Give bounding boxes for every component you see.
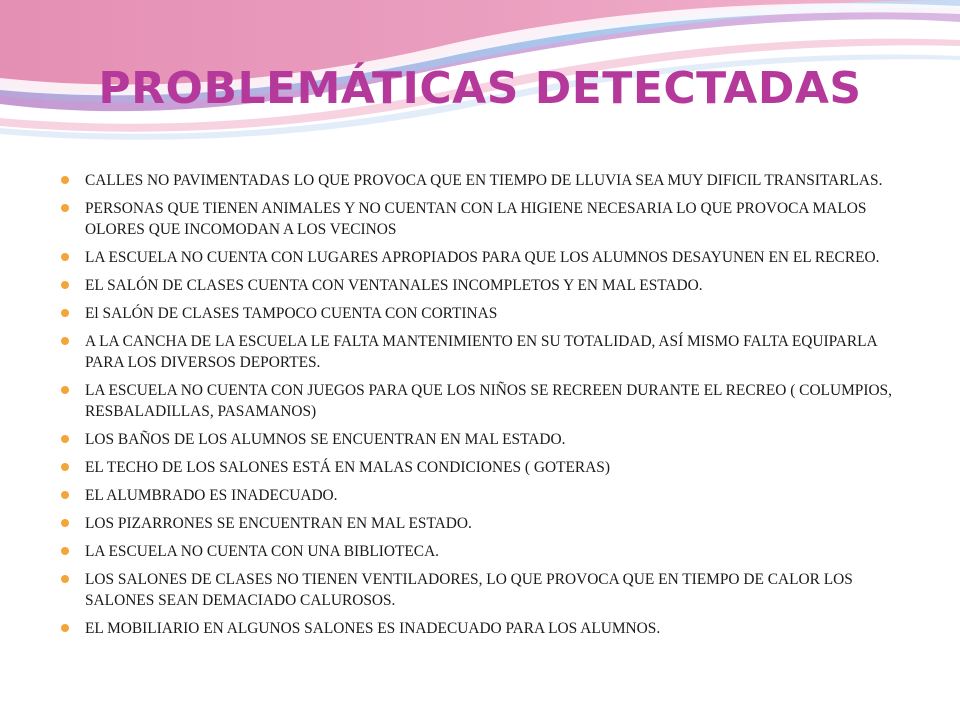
- list-item-text: LA ESCUELA NO CUENTA CON LUGARES APROPIADOS PARA QUE LOS ALUMNOS DESAYUNEN EN EL RECREO.: [85, 249, 880, 266]
- list-item-text: CALLES NO PAVIMENTADAS LO QUE PROVOCA QUE EN TIEMPO DE LLUVIA SEA MUY DIFICIL TRANSITARLAS.: [85, 172, 883, 189]
- list-item: [58, 247, 908, 268]
- list-item: [58, 380, 908, 422]
- dot-bullet-icon: [61, 176, 69, 184]
- list-item: [58, 457, 908, 478]
- list-item-text: LA ESCUELA NO CUENTA CON UNA BIBLIOTECA.: [85, 543, 440, 560]
- list-item: [58, 618, 908, 639]
- list-item-text: PERSONAS QUE TIENEN ANIMALES Y NO CUENTAN CON LA HIGIENE NECESARIA LO QUE PROVOCA MALOS OLORES QUE INCOMODAN A LOS VECINOS: [85, 200, 867, 238]
- dot-bullet-icon: [61, 281, 69, 289]
- dot-bullet-icon: [61, 204, 69, 212]
- dot-bullet-icon: [61, 624, 69, 632]
- list-item: [58, 331, 908, 373]
- dot-bullet-icon: [61, 575, 69, 583]
- list-item: [58, 541, 908, 562]
- list-item: [58, 275, 908, 296]
- dot-bullet-icon: [61, 309, 69, 317]
- list-item-text: EL TECHO DE LOS SALONES ESTÁ EN MALAS CONDICIONES ( GOTERAS): [85, 459, 610, 476]
- dot-bullet-icon: [61, 491, 69, 499]
- dot-bullet-icon: [61, 386, 69, 394]
- list-item: [58, 569, 908, 611]
- list-item-text: EL SALÓN DE CLASES CUENTA CON VENTANALES INCOMPLETOS Y EN MAL ESTADO.: [85, 277, 703, 294]
- list-item-text: LOS PIZARRONES SE ENCUENTRAN EN MAL ESTADO.: [85, 515, 472, 532]
- list-item: [58, 198, 908, 240]
- list-item: [58, 303, 908, 324]
- list-item-text: El SALÓN DE CLASES TAMPOCO CUENTA CON CORTINAS: [85, 305, 498, 322]
- list-item-text: LOS BAÑOS DE LOS ALUMNOS SE ENCUENTRAN EN MAL ESTADO.: [85, 431, 566, 448]
- list-item-text: EL ALUMBRADO ES INADECUADO.: [85, 487, 338, 504]
- slide-title: PROBLEMÁTICAS DETECTADAS: [98, 63, 862, 114]
- list-item: [58, 485, 908, 506]
- list-item-text: A LA CANCHA DE LA ESCUELA LE FALTA MANTENIMIENTO EN SU TOTALIDAD, ASÍ MISMO FALTA EQUIPARLA PARA LOS DIVERSOS DEPORTES.: [85, 333, 877, 371]
- list-item-text: LA ESCUELA NO CUENTA CON JUEGOS PARA QUE LOS NIÑOS SE RECREEN DURANTE EL RECREO ( COLUMPIOS, RESBALADILLAS, PASAMANOS): [85, 382, 892, 420]
- list-item: [58, 170, 908, 191]
- dot-bullet-icon: [61, 519, 69, 527]
- list-item-text: EL MOBILIARIO EN ALGUNOS SALONES ES INADECUADO PARA LOS ALUMNOS.: [85, 620, 661, 637]
- dot-bullet-icon: [61, 435, 69, 443]
- dot-bullet-icon: [61, 253, 69, 261]
- list-item: [58, 513, 908, 534]
- dot-bullet-icon: [61, 337, 69, 345]
- list-item: [58, 429, 908, 450]
- dot-bullet-icon: [61, 547, 69, 555]
- problem-list: [58, 170, 908, 646]
- dot-bullet-icon: [61, 463, 69, 471]
- list-item-text: LOS SALONES DE CLASES NO TIENEN VENTILADORES, LO QUE PROVOCA QUE EN TIEMPO DE CALOR LOS SALONES SEAN DEMACIADO CALUROSOS.: [85, 571, 853, 609]
